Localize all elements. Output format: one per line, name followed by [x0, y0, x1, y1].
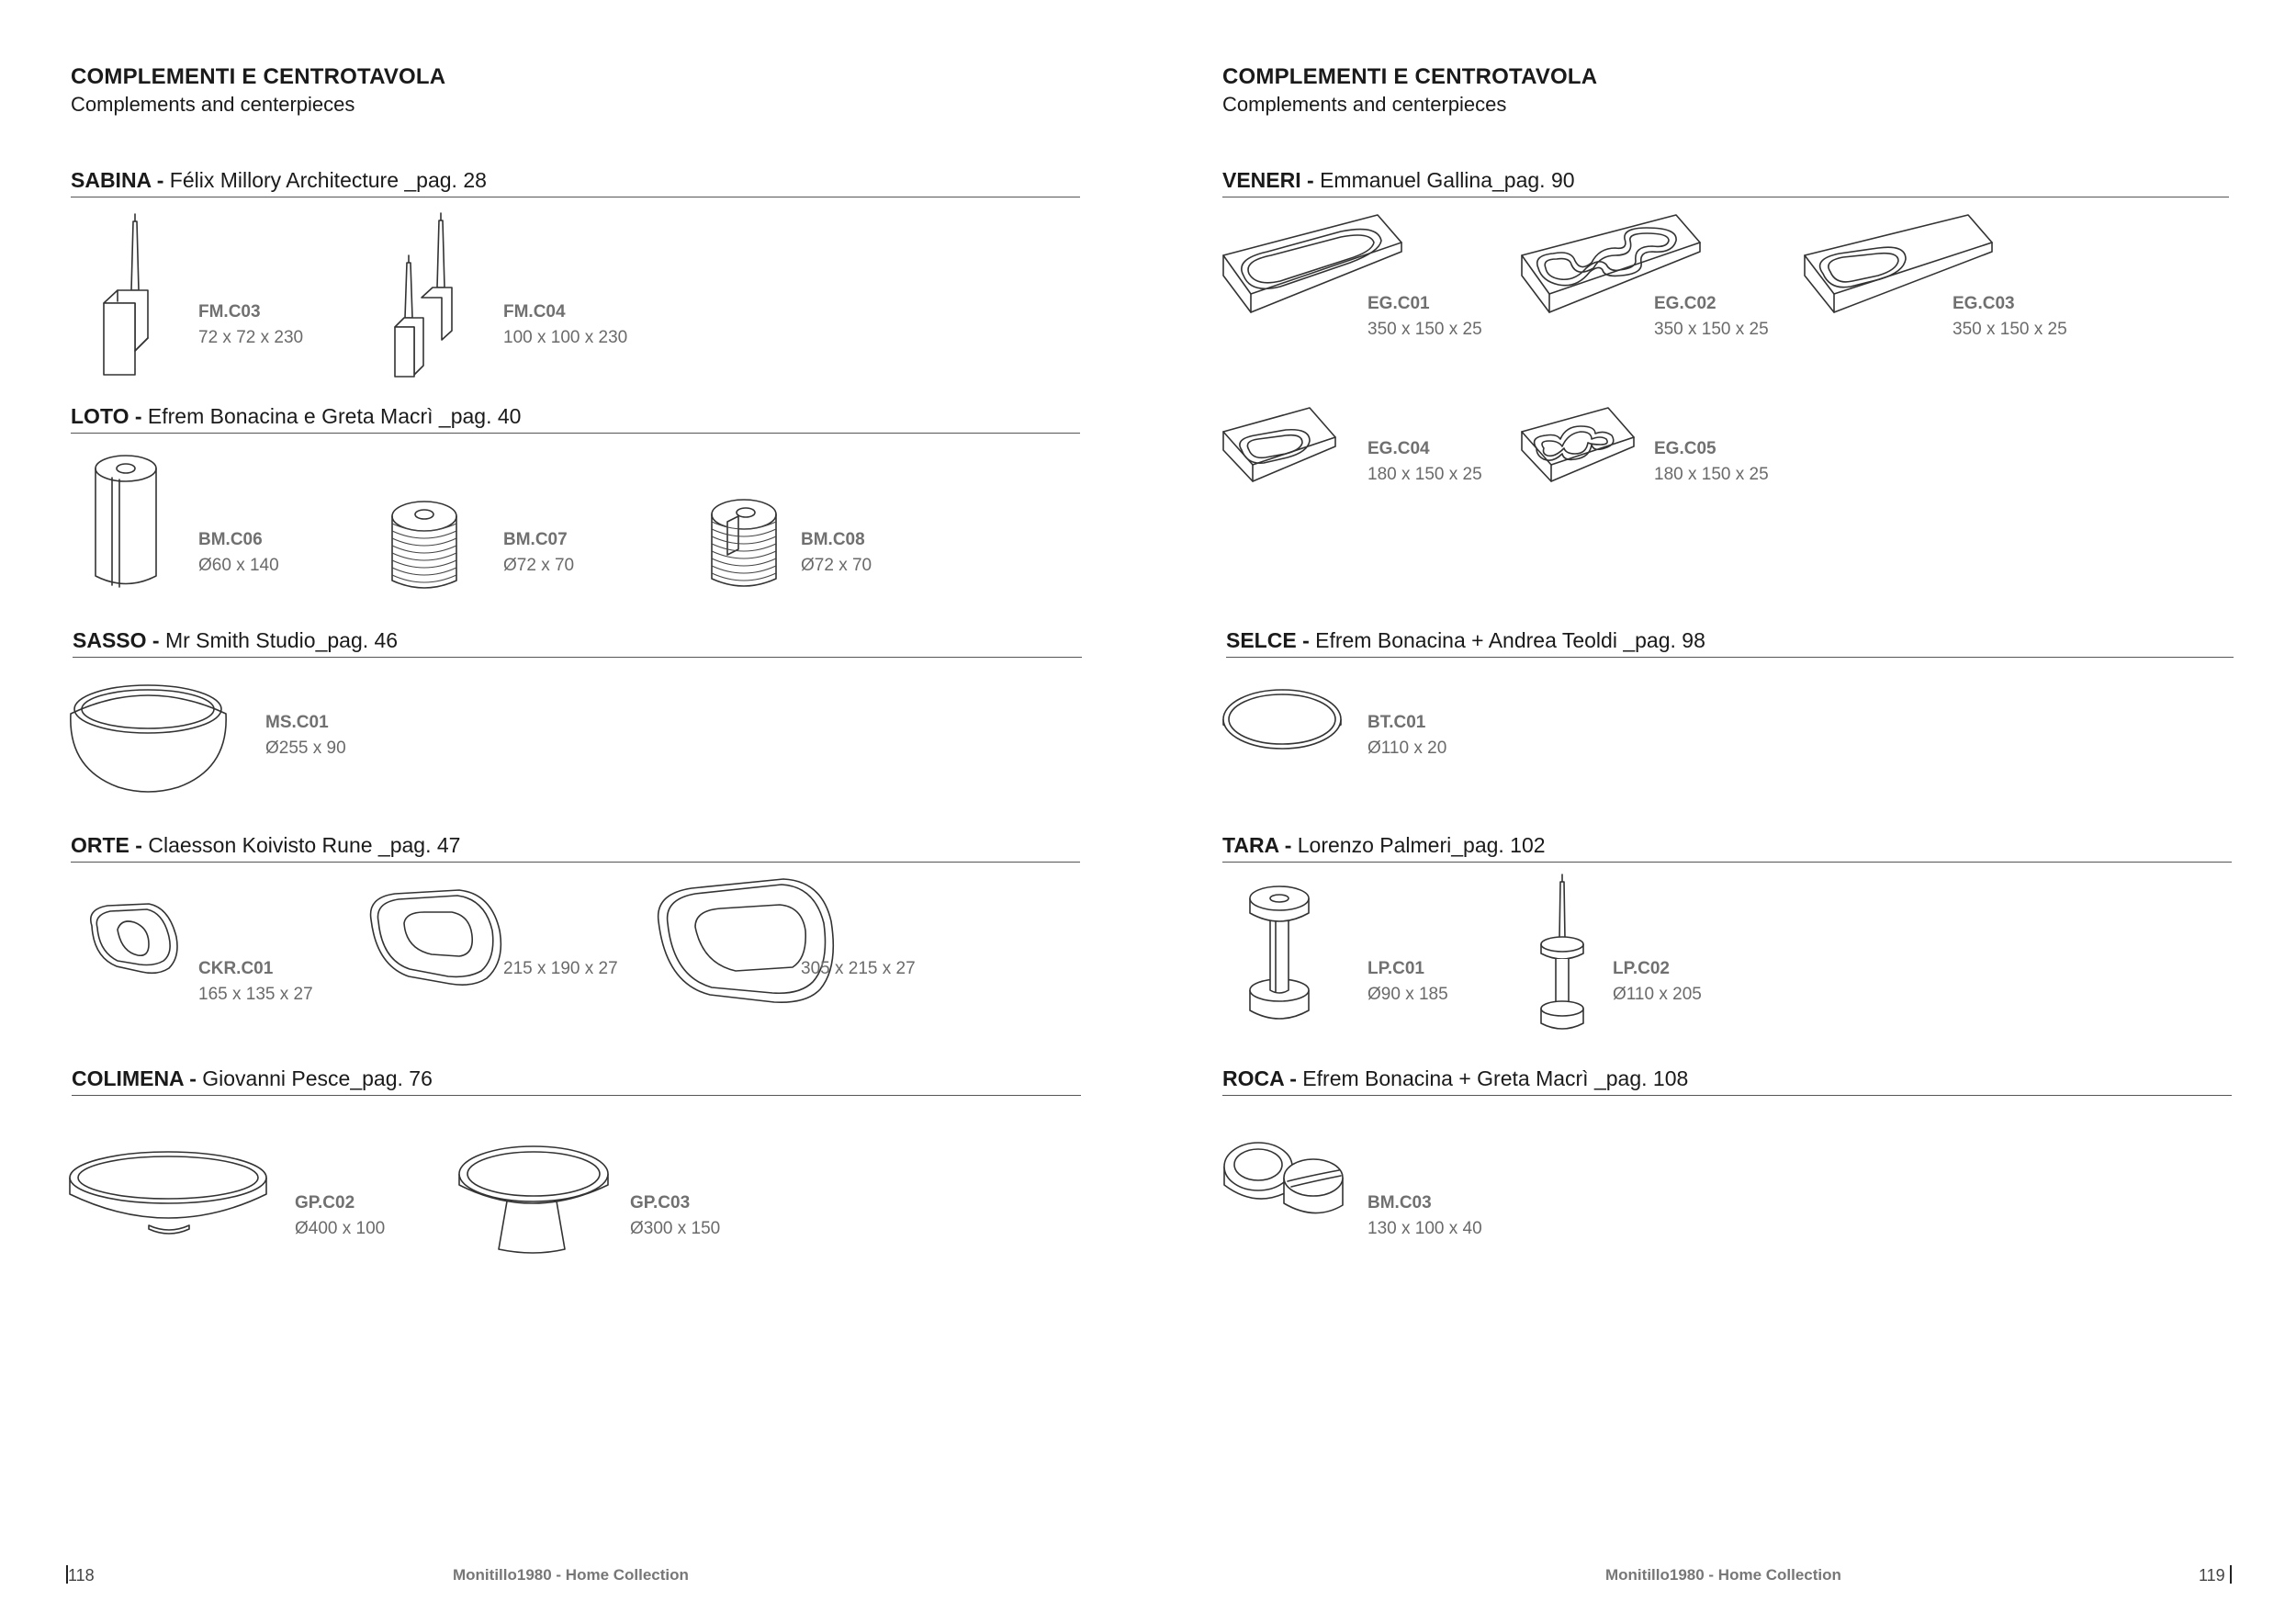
- product-dimensions: Ø300 x 150: [630, 1219, 721, 1238]
- large-plate-drawing: [66, 1150, 273, 1251]
- product-dimensions: 305 x 215 x 27: [801, 959, 916, 978]
- section-credit: Efrem Bonacina e Greta Macrì _pag. 40: [141, 404, 522, 428]
- section-title: [71, 833, 1080, 863]
- product-dimensions: Ø60 x 140: [198, 556, 279, 575]
- label-bm-c03: [1367, 1190, 1482, 1242]
- section-credit: Emmanuel Gallina_pag. 90: [1313, 168, 1575, 192]
- product-dimensions: 130 x 100 x 40: [1367, 1219, 1482, 1238]
- product-dimensions: Ø90 x 185: [1367, 985, 1448, 1004]
- section-name: ORTE -: [71, 833, 142, 857]
- section-title: [71, 404, 1080, 434]
- section-colimena: [72, 1066, 1081, 1096]
- section-selce: [1226, 628, 2234, 658]
- section-name: SASSO -: [73, 628, 160, 652]
- product-code: CKR.C01: [198, 959, 274, 978]
- label-eg-c03: [1953, 291, 2067, 343]
- section-credit: Lorenzo Palmeri_pag. 102: [1291, 833, 1546, 857]
- section-name: ROCA -: [1222, 1066, 1297, 1090]
- label-orte-large: [801, 956, 916, 982]
- small-pebble-tray-drawing: [1221, 404, 1341, 487]
- section-name: TARA -: [1222, 833, 1292, 857]
- product-code: GP.C03: [630, 1193, 691, 1212]
- product-code: EG.C01: [1367, 294, 1430, 313]
- label-eg-c05: [1654, 436, 1769, 488]
- section-loto: [71, 404, 1080, 434]
- page-number: 118: [68, 1566, 95, 1585]
- section-sabina: [71, 168, 1080, 197]
- tall-spool-holder-drawing: [1244, 882, 1318, 1029]
- candle-holder-single-drawing: [96, 209, 161, 379]
- section-tara: [1222, 833, 2232, 863]
- right-page-title: COMPLEMENTI E CENTROTAVOLA: [1222, 64, 1598, 89]
- section-credit: Efrem Bonacina + Andrea Teoldi _pag. 98: [1309, 628, 1705, 652]
- section-title: [1226, 628, 2234, 658]
- label-bm-c06: [198, 527, 279, 579]
- page-number-bar: [2230, 1565, 2232, 1584]
- section-name: LOTO -: [71, 404, 142, 428]
- section-roca: [1222, 1066, 2232, 1096]
- product-dimensions: 350 x 150 x 25: [1953, 320, 2067, 339]
- flat-dish-drawing: [1221, 686, 1345, 755]
- product-dimensions: Ø110 x 20: [1367, 739, 1447, 758]
- small-wavy-tray-drawing: [1520, 404, 1639, 487]
- stacked-discs-drawing: [388, 496, 461, 592]
- product-code: EG.C02: [1654, 294, 1716, 313]
- left-page-heading: [71, 64, 445, 117]
- product-code: LP.C01: [1367, 959, 1424, 978]
- stacked-discs-open-drawing: [707, 494, 781, 591]
- section-title: [71, 168, 1080, 197]
- product-code: BM.C06: [198, 530, 263, 549]
- section-name: SABINA -: [71, 168, 164, 192]
- section-name: COLIMENA -: [72, 1066, 197, 1090]
- label-eg-c04: [1367, 436, 1482, 488]
- product-dimensions: Ø400 x 100: [295, 1219, 386, 1238]
- label-lp-c02: [1613, 956, 1702, 1008]
- stone-bowl-drawing: [68, 682, 229, 796]
- section-title: [1222, 1066, 2232, 1096]
- product-dimensions: 165 x 135 x 27: [198, 985, 313, 1004]
- product-code: BM.C03: [1367, 1193, 1432, 1212]
- product-code: EG.C05: [1654, 439, 1716, 458]
- label-eg-c01: [1367, 291, 1482, 343]
- product-code: EG.C04: [1367, 439, 1430, 458]
- section-title: [72, 1066, 1081, 1096]
- section-credit: Efrem Bonacina + Greta Macrì _pag. 108: [1296, 1066, 1689, 1090]
- product-dimensions: Ø72 x 70: [503, 556, 575, 575]
- left-page-number: [66, 1565, 95, 1585]
- medium-tray-drawing: [367, 886, 505, 992]
- section-credit: Félix Millory Architecture _pag. 28: [163, 168, 487, 192]
- page-number: 119: [2199, 1566, 2225, 1585]
- product-code: BM.C08: [801, 530, 865, 549]
- split-box-drawing: [1221, 1132, 1350, 1224]
- left-page-title: COMPLEMENTI E CENTROTAVOLA: [71, 64, 446, 89]
- cylinder-vase-drawing: [92, 452, 165, 590]
- right-page-number: [2199, 1565, 2232, 1585]
- label-bm-c07: [503, 527, 574, 579]
- product-dimensions: Ø255 x 90: [265, 739, 346, 758]
- product-dimensions: 215 x 190 x 27: [503, 959, 618, 978]
- label-bt-c01: [1367, 710, 1446, 761]
- label-lp-c01: [1367, 956, 1448, 1008]
- label-bm-c08: [801, 527, 872, 579]
- product-dimensions: Ø72 x 70: [801, 556, 872, 575]
- product-code: BM.C07: [503, 530, 568, 549]
- product-dimensions: 180 x 150 x 25: [1654, 465, 1769, 484]
- section-credit: Mr Smith Studio_pag. 46: [159, 628, 399, 652]
- candle-holder-double-drawing: [390, 209, 464, 379]
- label-gp-c03: [630, 1190, 720, 1242]
- label-fm-c03: [198, 299, 303, 351]
- label-orte-medium: [503, 956, 618, 982]
- label-eg-c02: [1654, 291, 1769, 343]
- section-credit: Claesson Koivisto Rune _pag. 47: [141, 833, 461, 857]
- section-veneri: [1222, 168, 2229, 197]
- product-code: BT.C01: [1367, 713, 1426, 732]
- product-dimensions: 72 x 72 x 230: [198, 328, 304, 347]
- product-dimensions: 350 x 150 x 25: [1367, 320, 1482, 339]
- right-footer-brand: Monitillo1980 - Home Collection: [1605, 1566, 1841, 1584]
- product-code: LP.C02: [1613, 959, 1670, 978]
- right-page-heading: [1222, 64, 1597, 117]
- small-tray-drawing: [84, 900, 186, 978]
- product-code: FM.C04: [503, 302, 566, 321]
- candle-spool-holder-drawing: [1536, 873, 1591, 1029]
- cake-stand-drawing: [456, 1141, 613, 1256]
- product-code: FM.C03: [198, 302, 261, 321]
- left-footer-brand: Monitillo1980 - Home Collection: [453, 1566, 689, 1584]
- left-page-subtitle: Complements and centerpieces: [71, 93, 355, 116]
- product-dimensions: 100 x 100 x 230: [503, 328, 628, 347]
- section-credit: Giovanni Pesce_pag. 76: [196, 1066, 433, 1090]
- section-title: [1222, 168, 2229, 197]
- label-ms-c01: [265, 710, 346, 761]
- large-tray-drawing: [655, 875, 838, 1009]
- label-ckr-c01: [198, 956, 313, 1008]
- section-orte: [71, 833, 1080, 863]
- product-code: GP.C02: [295, 1193, 355, 1212]
- section-title: [1222, 833, 2232, 863]
- product-dimensions: 180 x 150 x 25: [1367, 465, 1482, 484]
- product-code: MS.C01: [265, 713, 329, 732]
- product-code: EG.C03: [1953, 294, 2015, 313]
- section-sasso: [73, 628, 1082, 658]
- label-gp-c02: [295, 1190, 385, 1242]
- label-fm-c04: [503, 299, 627, 351]
- section-name: VENERI -: [1222, 168, 1314, 192]
- right-page-subtitle: Complements and centerpieces: [1222, 93, 1507, 116]
- section-name: SELCE -: [1226, 628, 1310, 652]
- section-title: [73, 628, 1082, 658]
- product-dimensions: 350 x 150 x 25: [1654, 320, 1769, 339]
- product-dimensions: Ø110 x 205: [1613, 985, 1702, 1004]
